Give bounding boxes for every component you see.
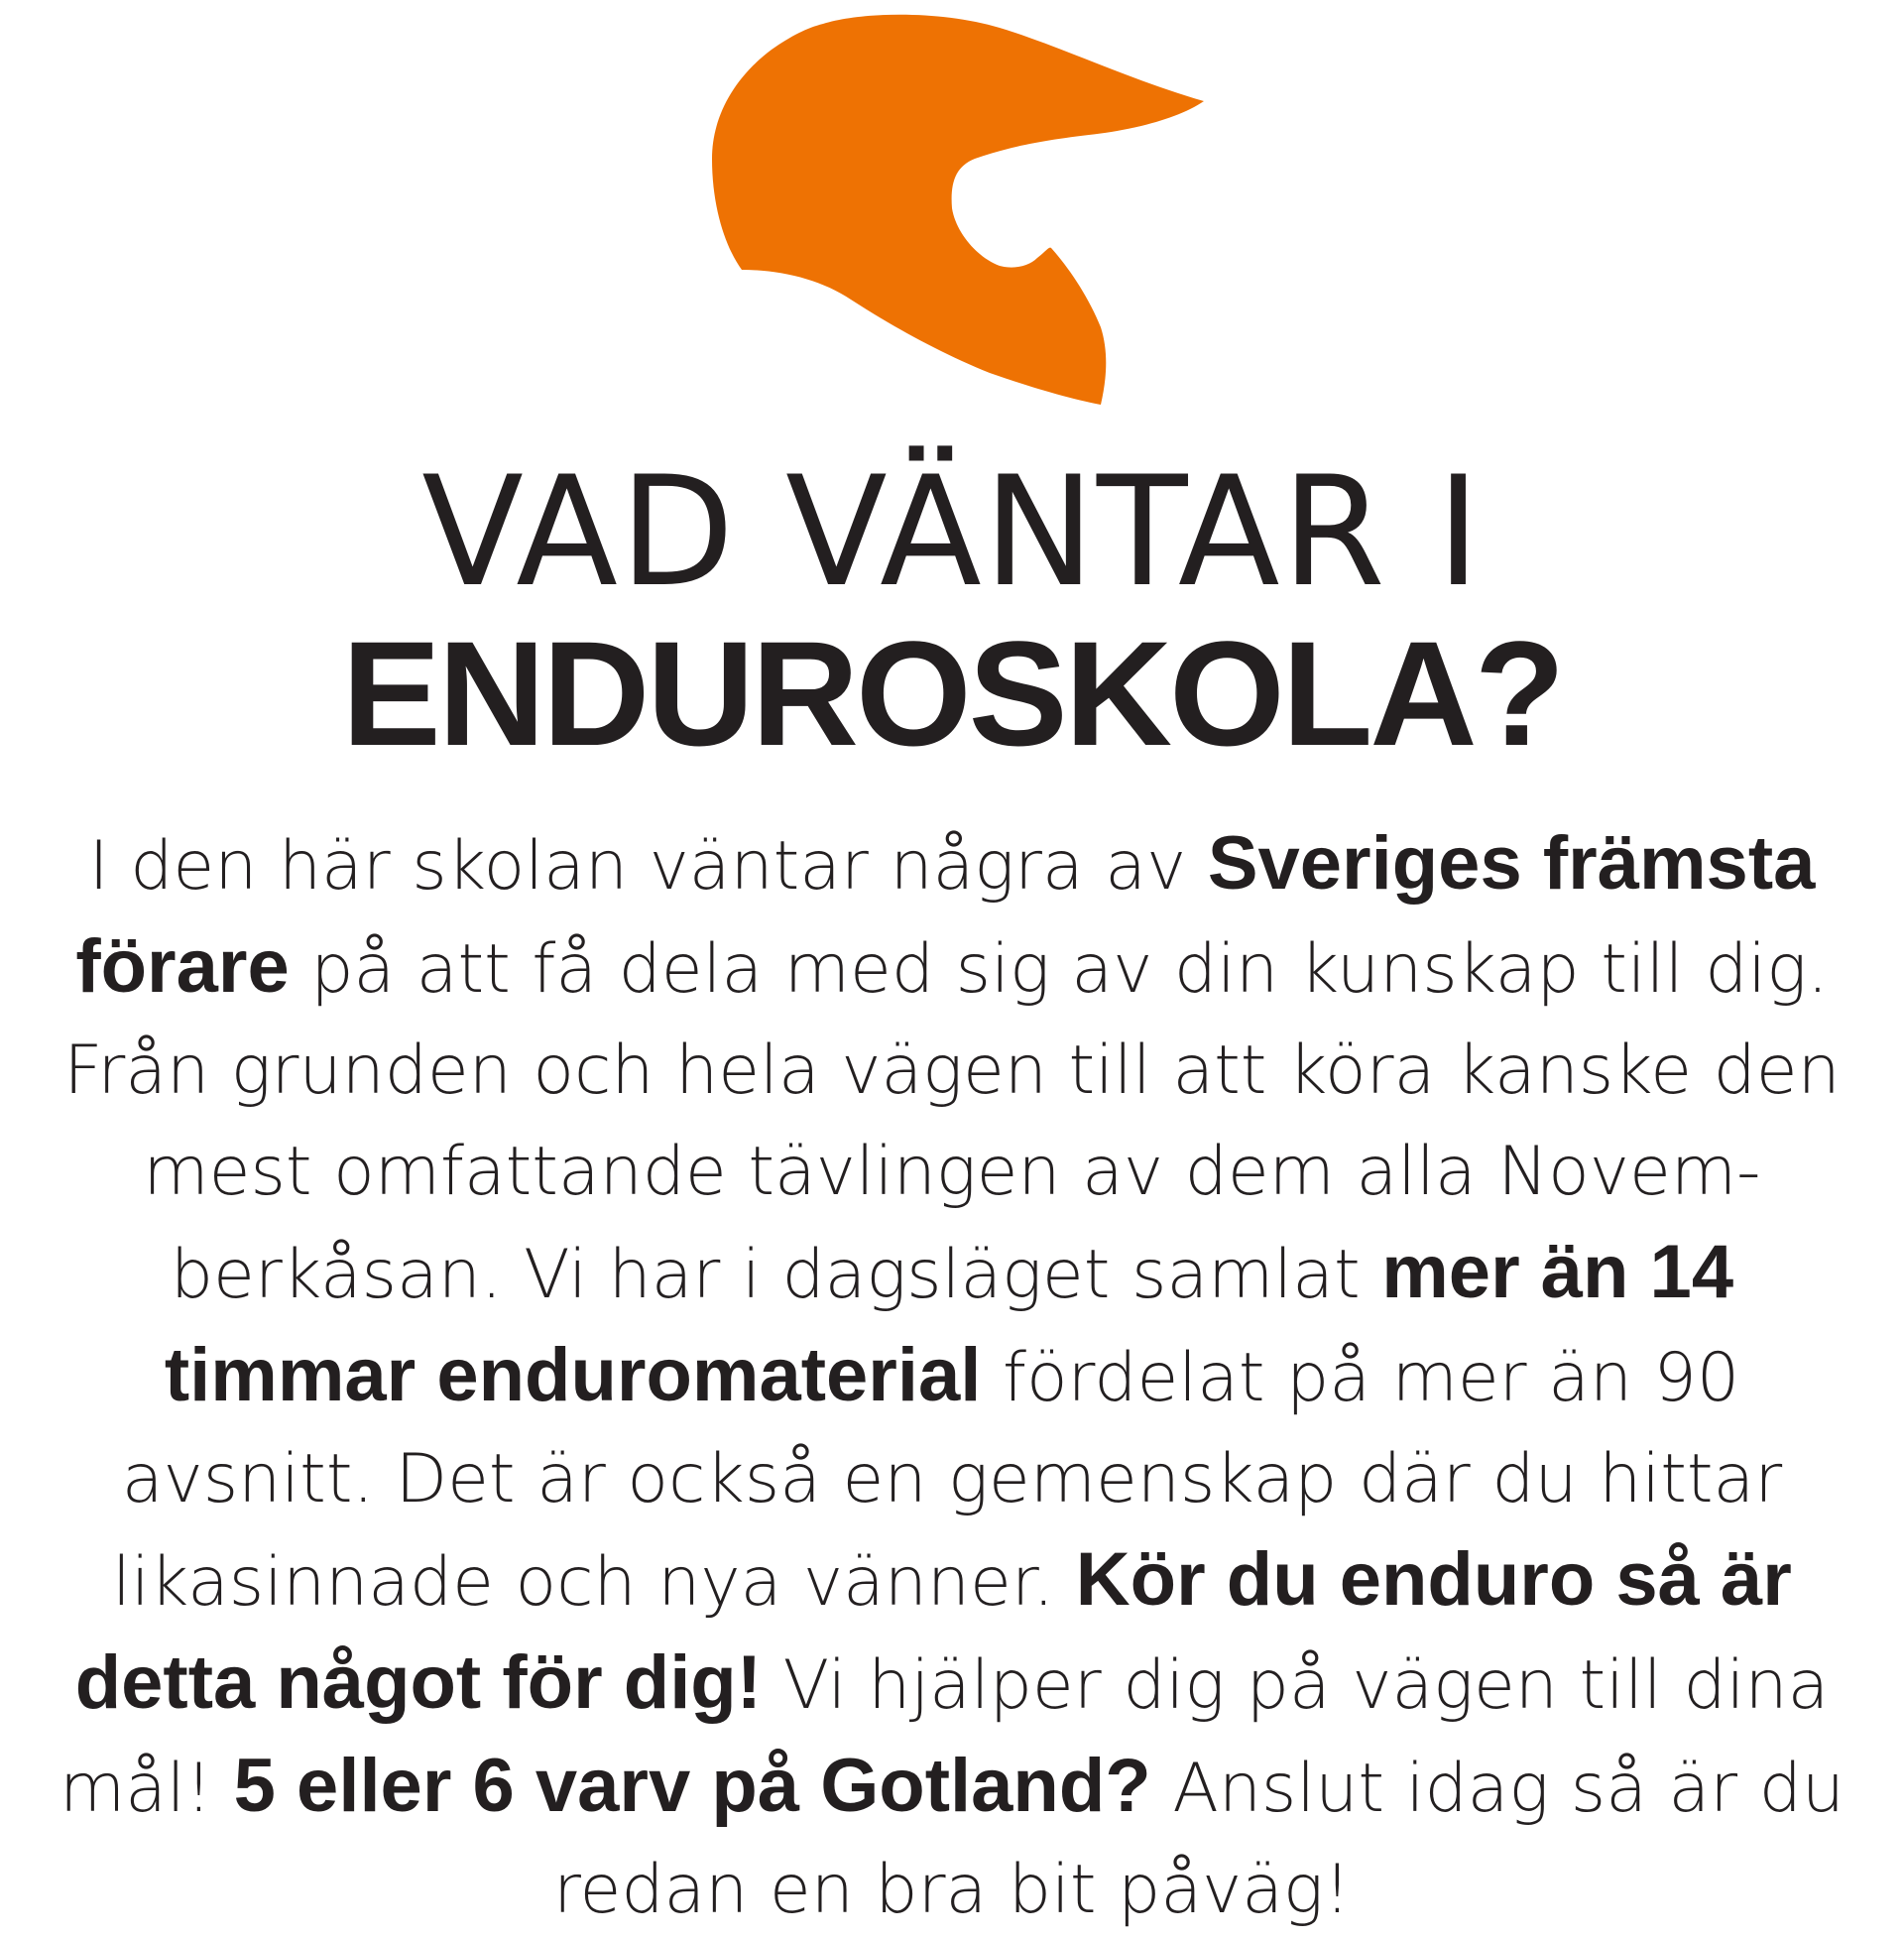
bold-text: 5 eller 6 varv på Gotland? [233,1744,1151,1828]
page-title [0,444,1904,777]
body-text-segment: mål! [59,1750,234,1828]
body-line [40,916,1864,1020]
bold-text: detta något för dig! [74,1640,763,1725]
body-text-segment: mest omfattande tävlingen av dem alla Novem- [143,1133,1761,1211]
body-text-segment: berkåsan. Vi har i dagsläget samlat [170,1236,1382,1314]
body-text-segment: fördelat på mer än 90 [981,1339,1740,1417]
bold-text: Sveriges främsta [1207,821,1816,906]
body-line [40,1121,1864,1222]
body-text-segment: I den här skolan väntar några av [88,827,1208,906]
bold-text: Kör du enduro så är [1075,1537,1792,1622]
body-line [40,1736,1864,1839]
body-text-segment: likasinnade och nya vänner. [112,1543,1076,1622]
body-line [40,1222,1864,1325]
body-line [40,1633,1864,1736]
body-text-segment: Vi hjälper dig på vägen till dina [762,1646,1830,1725]
title-line-1: VAD VÄNTAR I [421,444,1483,621]
body-line [40,1839,1864,1940]
body-line [40,1325,1864,1428]
body-text-segment: Anslut idag så är du [1150,1750,1844,1828]
bold-text: förare [75,924,290,1009]
title-line-2: ENDUROSKOLA? [341,610,1563,777]
body-line [40,1428,1864,1529]
body-text-segment: Från grunden och hela vägen till att köra kanske den [63,1031,1841,1110]
body-text-segment: på att få dela med sig av din kunskap till dig. [289,930,1829,1009]
body-text-segment: avsnitt. Det är också en gemenskap där du hittar [121,1440,1783,1518]
body-paragraph [40,813,1864,1940]
body-line [40,1529,1864,1633]
helmet-icon [712,10,1204,407]
body-line [40,1020,1864,1121]
helmet-shape [712,15,1204,405]
body-line [40,813,1864,916]
body-text-segment: redan en bra bit påväg! [553,1851,1351,1929]
bold-text: timmar enduromaterial [164,1333,982,1417]
bold-text: mer än 14 [1381,1230,1734,1314]
